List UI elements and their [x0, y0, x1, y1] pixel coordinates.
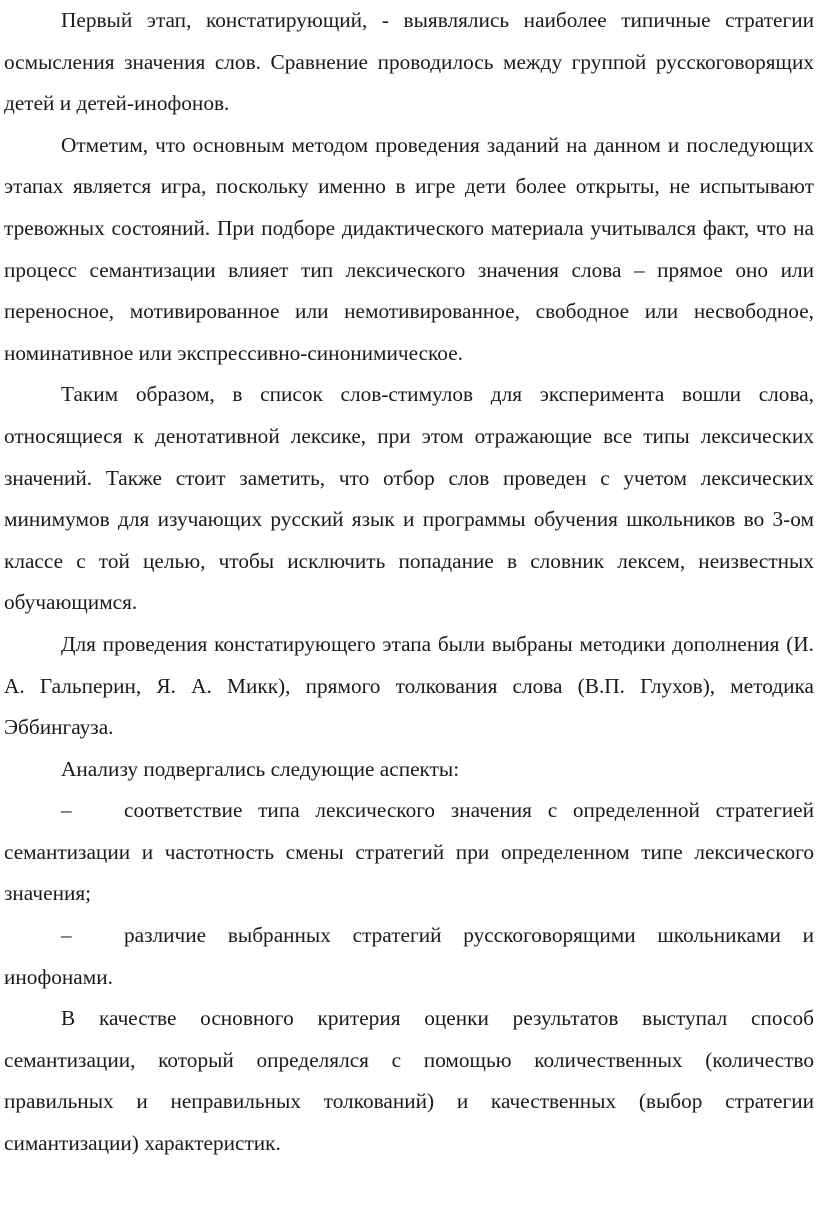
document-page	[4, 0, 814, 1165]
list-item-text: различие выбранных стратегий русскоговорящими школьниками и инофонами.	[4, 923, 814, 989]
paragraph-first-stage: Первый этап, констатирующий, - выявлялись наиболее типичные стратегии осмысления значения слов. Сравнение проводилось между группой русскоговорящих детей и детей-инофонов.	[4, 8, 814, 116]
list-marker: –	[61, 923, 72, 948]
list-item	[4, 790, 814, 915]
paragraph-stimulus-words: Таким образом, в список слов-стимулов для эксперимента вошли слова, относящиеся к денотативной лексике, при этом отражающие все типы лексических значений. Также стоит заметить, что отбор слов проведен с учетом лексических минимумов для изучающих русский язык и программы обучения школьников во 3-ом классе с той целью, чтобы исключить попадание в словник лексем, неизвестных обучающимся.	[4, 382, 814, 615]
list-marker: –	[61, 798, 72, 823]
paragraph-game-method: Отметим, что основным методом проведения заданий на данном и последующих этапах является игра, поскольку именно в игре дети более открыты, не испытывают тревожных состояний. При подборе дидактического материала учитывался факт, что на процесс семантизации влияет тип лексического значения слова – прямое оно или переносное, мотивированное или немотивированное, свободное или несвободное, номинативное или экспрессивно-синонимическое.	[4, 132, 814, 365]
list-item	[4, 915, 814, 998]
paragraph-aspects-intro: Анализу подвергались следующие аспекты:	[61, 756, 460, 781]
list-item-text: соответствие типа лексического значения с определенной стратегией семантизации и частотность смены стратегий при определенном типе лексического значения;	[4, 798, 814, 906]
paragraph-methods: Для проведения констатирующего этапа были выбраны методики дополнения (И. А. Гальперин, Я. А. Микк), прямого толкования слова (В.П. Глухов), методика Эббингауза.	[4, 631, 814, 740]
paragraph-evaluation-criterion: В качестве основного критерия оценки результатов выступал способ семантизации, который определялся с помощью количественных (количество правильных и неправильных толкований) и качественных (выбор стратегии симантизации) характеристик.	[4, 1006, 814, 1156]
